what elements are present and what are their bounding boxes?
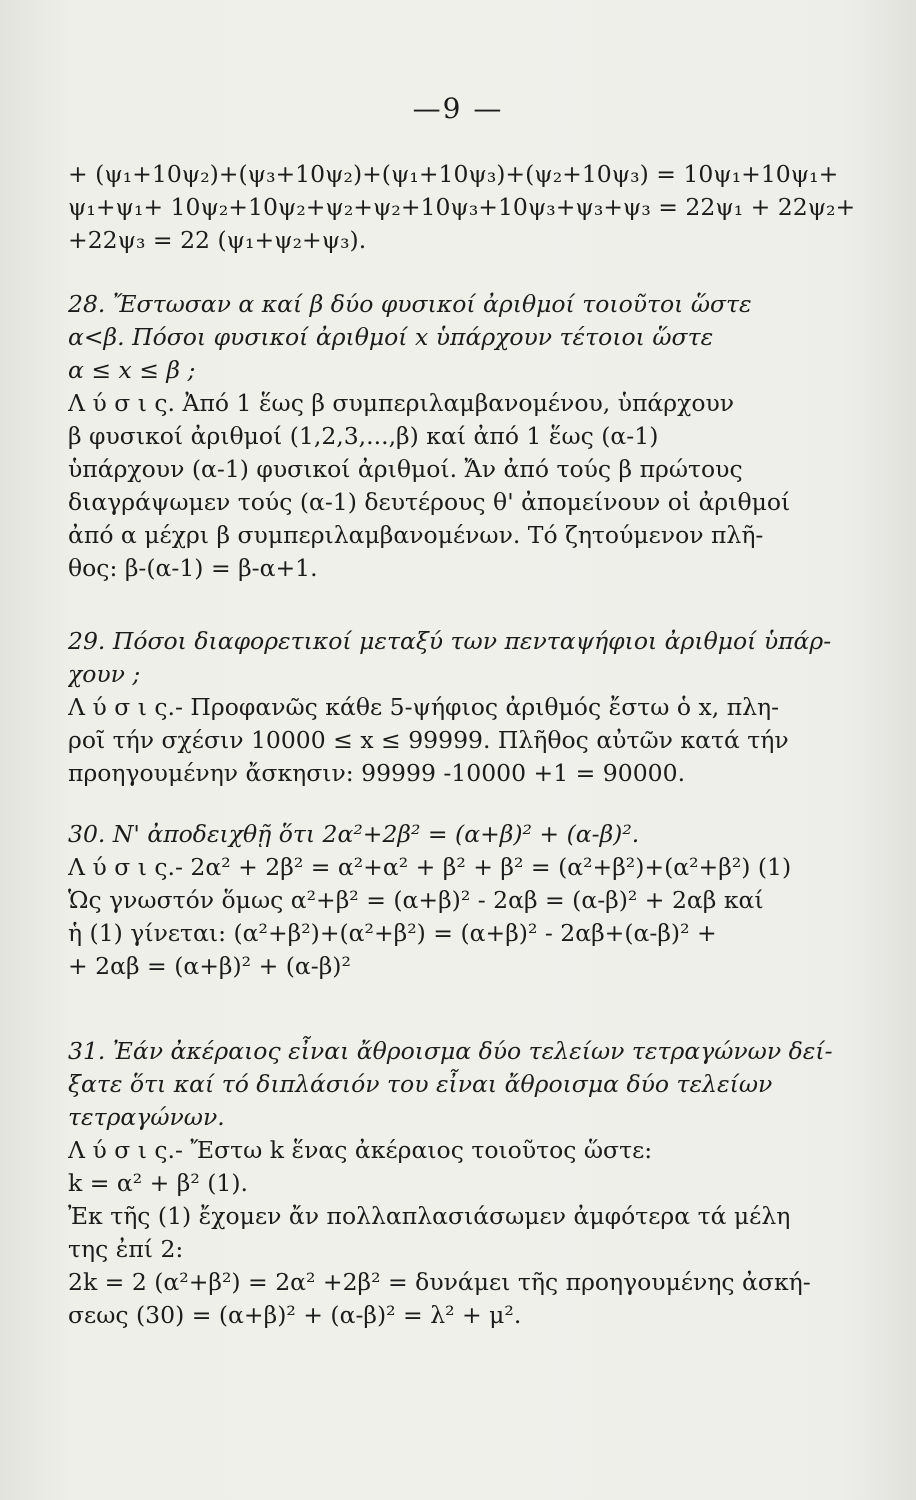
solution-line: της ἐπί 2: bbox=[68, 1235, 184, 1263]
problem-statement-line: χουν ; bbox=[68, 660, 141, 688]
problem-29 bbox=[68, 625, 878, 790]
problem-statement-line: 28. Ἔστωσαν α καί β δύο φυσικοί ἀριθμοί τοιοῦτοι ὥστε bbox=[68, 290, 752, 318]
problem-statement-line: 30. Ν' ἀποδειχθῇ ὅτι 2α²+2β² = (α+β)² + (α-β)². bbox=[68, 820, 640, 848]
problem-30 bbox=[68, 818, 878, 983]
text-line: + (ψ₁+10ψ₂)+(ψ₃+10ψ₂)+(ψ₁+10ψ₃)+(ψ₂+10ψ₃) = 10ψ₁+10ψ₁+ bbox=[68, 160, 839, 188]
solution-line: β φυσικοί ἀριθμοί (1,2,3,...,β) καί ἀπό 1 ἕως (α-1) bbox=[68, 422, 659, 450]
solution-line: ὑπάρχουν (α-1) φυσικοί ἀριθμοί. Ἄν ἀπό τούς β πρώτους bbox=[68, 455, 743, 483]
solution-line: Λ ύ σ ι ς.- Προφανῶς κάθε 5-ψήφιος ἀριθμός ἔστω ὁ x, πλη- bbox=[68, 693, 780, 721]
solution-line: + 2αβ = (α+β)² + (α-β)² bbox=[68, 952, 351, 980]
text-line: ψ₁+ψ₁+ 10ψ₂+10ψ₂+ψ₂+ψ₂+10ψ₃+10ψ₃+ψ₃+ψ₃ = 22ψ₁ + 22ψ₂+ bbox=[68, 193, 856, 221]
solution-line: διαγράψωμεν τούς (α-1) δευτέρους θ' ἀπομείνουν οἱ ἀριθμοί bbox=[68, 488, 791, 516]
page-number: —9 — bbox=[412, 92, 504, 125]
solution-line: Λ ύ σ ι ς. Ἀπό 1 ἕως β συμπεριλαμβανομένου, ὑπάρχουν bbox=[68, 389, 735, 417]
problem-28 bbox=[68, 288, 878, 585]
problem-statement-line: 31. Ἐάν ἀκέραιος εἶναι ἄθροισμα δύο τελείων τετραγώνων δεί- bbox=[68, 1037, 833, 1065]
solution-line: Ὡς γνωστόν ὅμως α²+β² = (α+β)² - 2αβ = (α-β)² + 2αβ καί bbox=[68, 886, 764, 914]
problem-statement-line: α<β. Πόσοι φυσικοί ἀριθμοί x ὑπάρχουν τέτοιοι ὥστε bbox=[68, 323, 714, 351]
solution-line: σεως (30) = (α+β)² + (α-β)² = λ² + μ². bbox=[68, 1301, 522, 1329]
solution-line: ἀπό α μέχρι β συμπεριλαμβανομένων. Τό ζητούμενον πλῆ- bbox=[68, 521, 764, 549]
solution-line: 2k = 2 (α²+β²) = 2α² +2β² = δυνάμει τῆς προηγουμένης ἀσκή- bbox=[68, 1268, 811, 1296]
solution-line: ἡ (1) γίνεται: (α²+β²)+(α²+β²) = (α+β)² - 2αβ+(α-β)² + bbox=[68, 919, 717, 947]
solution-line: k = α² + β² (1). bbox=[68, 1169, 249, 1197]
problem-statement-line: τετραγώνων. bbox=[68, 1103, 225, 1131]
text-line: +22ψ₃ = 22 (ψ₁+ψ₂+ψ₃). bbox=[68, 226, 367, 254]
problem-statement-line: ξατε ὅτι καί τό διπλάσιόν του εἶναι ἄθροισμα δύο τελείων bbox=[68, 1070, 773, 1098]
problem-statement-line: 29. Πόσοι διαφορετικοί μεταξύ των πενταψήφιοι ἀριθμοί ὑπάρ- bbox=[68, 627, 832, 655]
solution-line: ροῖ τήν σχέσιν 10000 ≤ x ≤ 99999. Πλῆθος αὐτῶν κατά τήν bbox=[68, 726, 789, 754]
solution-line: προηγουμένην ἄσκησιν: 99999 -10000 +1 = 90000. bbox=[68, 759, 686, 787]
solution-line: θος: β-(α-1) = β-α+1. bbox=[68, 554, 318, 582]
equation-continuation bbox=[68, 158, 878, 257]
problem-statement-line: α ≤ x ≤ β ; bbox=[68, 356, 196, 384]
solution-line: Λ ύ σ ι ς.- 2α² + 2β² = α²+α² + β² + β² = (α²+β²)+(α²+β²) (1) bbox=[68, 853, 792, 881]
problem-31 bbox=[68, 1035, 878, 1332]
solution-line: Ἐκ τῆς (1) ἔχομεν ἄν πολλαπλασιάσωμεν ἀμφότερα τά μέλη bbox=[68, 1202, 791, 1230]
solution-line: Λ ύ σ ι ς.- Ἔστω k ἕνας ἀκέραιος τοιοῦτος ὥστε: bbox=[68, 1136, 653, 1164]
